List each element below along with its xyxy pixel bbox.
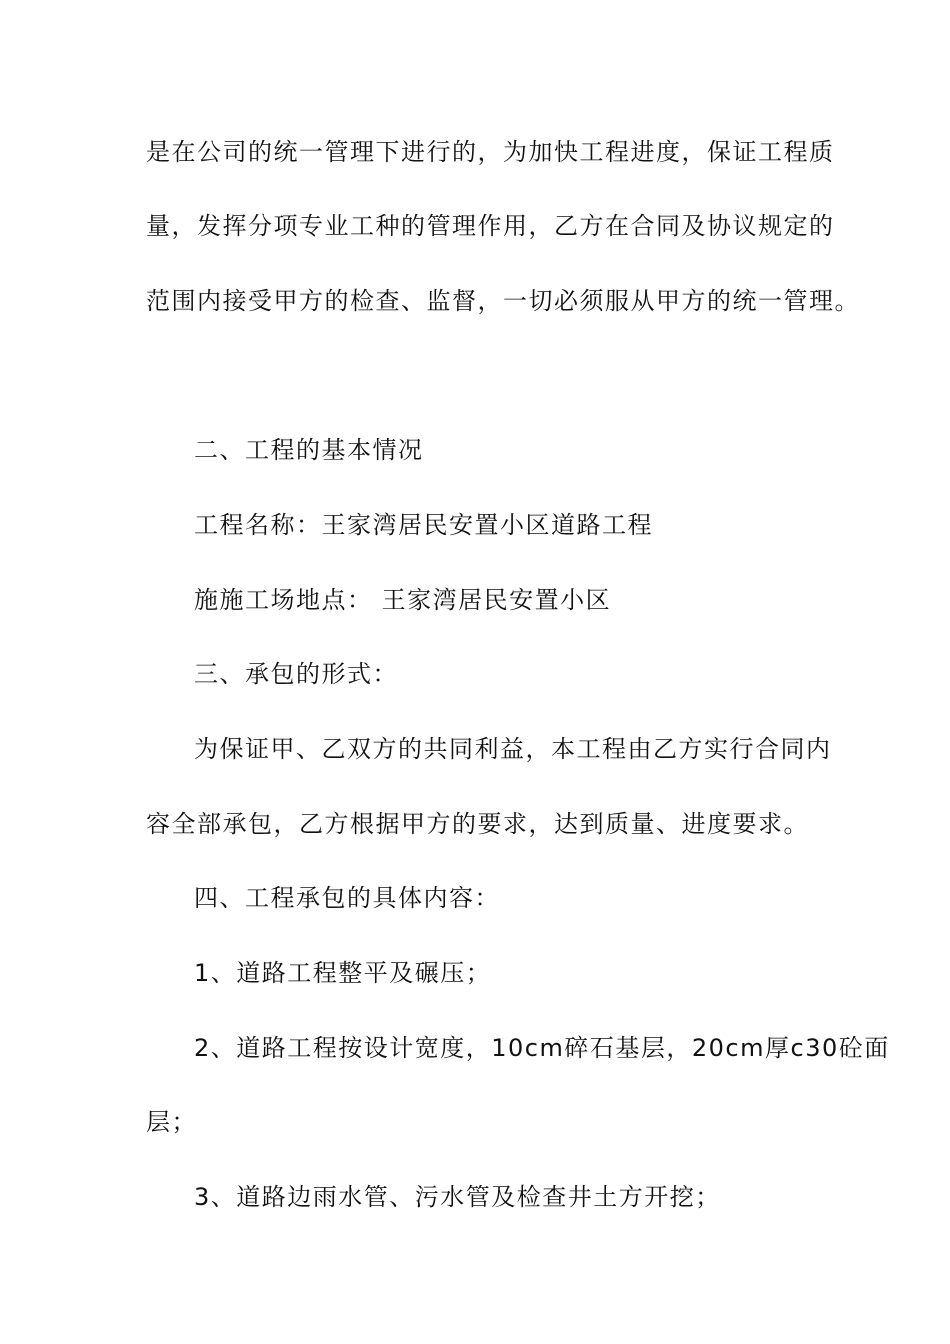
section-heading: 四、工程承包的具体内容： xyxy=(194,884,500,912)
section-heading: 三、承包的形式： xyxy=(194,660,398,688)
paragraph-line: 量，发挥分项专业工种的管理作用，乙方在合同及协议规定的 xyxy=(146,212,835,240)
list-item: 3、道路边雨水管、污水管及检查井土方开挖； xyxy=(194,1183,721,1211)
paragraph-line: 容全部承包，乙方根据甲方的要求，达到质量、进度要求。 xyxy=(146,810,809,838)
paragraph-line: 为保证甲、乙双方的共同利益，本工程由乙方实行合同内 xyxy=(194,735,832,763)
paragraph-line: 范围内接受甲方的检查、监督，一切必须服从甲方的统一管理。 xyxy=(146,287,860,315)
list-item: 1、道路工程整平及碾压； xyxy=(194,959,492,987)
section-heading: 二、工程的基本情况 xyxy=(194,436,424,464)
list-item: 2、道路工程按设计宽度，10cm碎石基层，20cm厚c30砼面 xyxy=(194,1034,890,1062)
site-location-line: 施施工场地点： 王家湾居民安置小区 xyxy=(194,586,612,614)
paragraph-line: 是在公司的统一管理下进行的，为加快工程进度，保证工程质 xyxy=(146,138,835,166)
list-item-continuation: 层； xyxy=(146,1108,197,1136)
project-name-line: 工程名称：王家湾居民安置小区道路工程 xyxy=(194,511,653,539)
